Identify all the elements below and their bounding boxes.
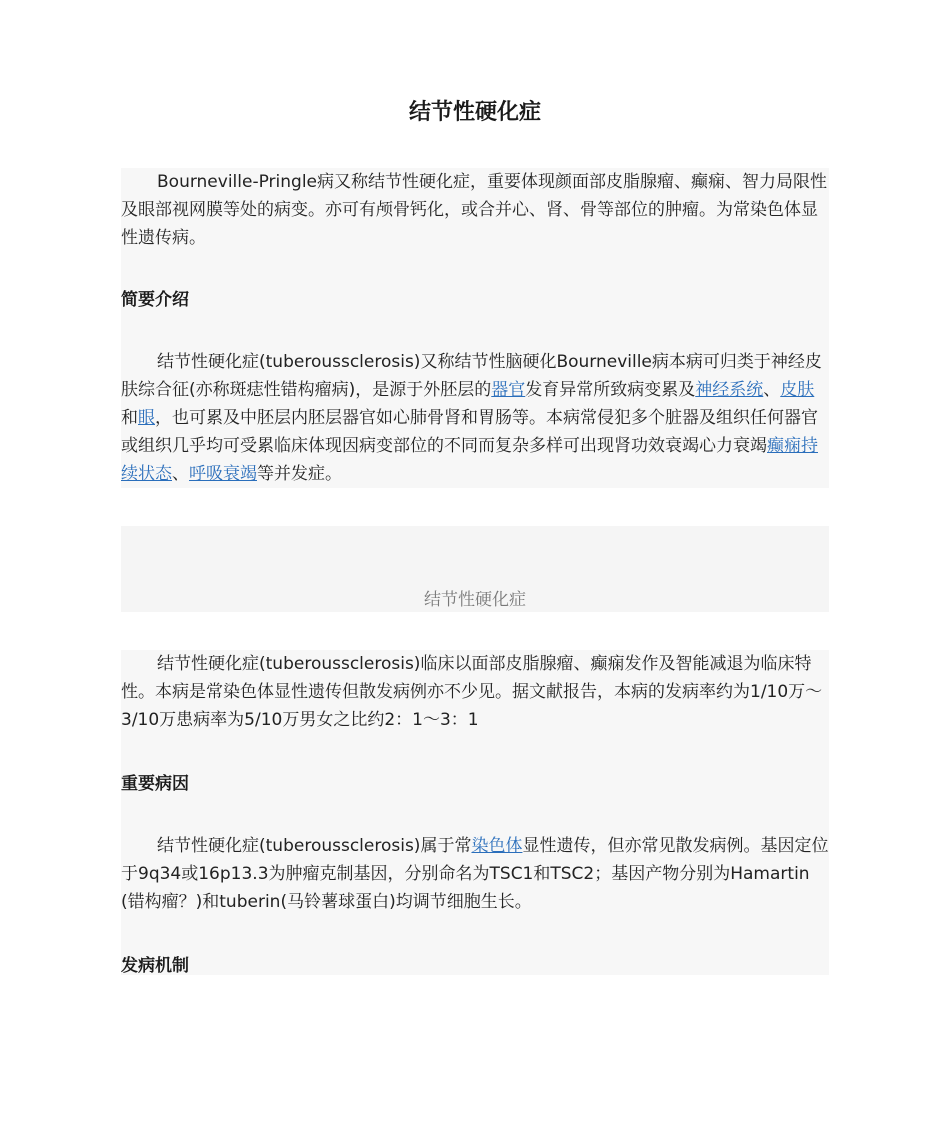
section-intro-block (121, 252, 829, 488)
link-eye[interactable]: 眼 (138, 408, 155, 428)
cause-paragraph (121, 832, 829, 916)
cause-text-2: 显性遗传，但亦常见散发病例。基因定位于9q34或16p13.3为肿瘤克制基因，分别命名为TSC1和TSC2；基因产物分别为Hamartin(错构瘤？)和tuberin(马铃薯球蛋白)均调节细胞生长。 (121, 836, 829, 912)
clinical-paragraph: 结节性硬化症(tuberoussclerosis)临床以面部皮脂腺瘤、癫痫发作及智能减退为临床特性。本病是常染色体显性遗传但散发病例亦不少见。据文献报告，本病的发病率约为1/10万～3/10万患病率为5/10万男女之比约2：1～3：1 (121, 654, 823, 730)
link-status-epilepticus[interactable]: 癫痫持续状态 (121, 436, 818, 484)
link-organ[interactable]: 器官 (491, 380, 526, 400)
brief-text-2: 发育异常所致病变累及 (525, 380, 696, 400)
link-skin[interactable]: 皮肤 (780, 380, 815, 400)
section-heading-cause: 重要病因 (121, 774, 189, 794)
brief-and: 和 (121, 408, 138, 428)
page-title: 结节性硬化症 (408, 100, 541, 125)
brief-sep-1: 、 (763, 380, 781, 400)
section-heading-brief: 简要介绍 (121, 290, 189, 310)
link-nervous-system[interactable]: 神经系统 (695, 380, 764, 400)
clinical-block (121, 650, 829, 975)
figure-caption: 结节性硬化症 (424, 590, 526, 610)
brief-paragraph (121, 348, 829, 488)
link-chromosome[interactable]: 染色体 (471, 836, 523, 856)
cause-text-1: 结节性硬化症(tuberoussclerosis)属于常 (157, 836, 472, 856)
link-respiratory-failure[interactable]: 呼吸衰竭 (189, 464, 257, 484)
brief-text-4: 等并发症。 (257, 464, 342, 484)
brief-sep-2: 、 (172, 464, 189, 484)
section-heading-mechanism: 发病机制 (121, 956, 189, 976)
brief-text-1: 结节性硬化症(tuberoussclerosis)又称结节性脑硬化Bourneville病本病可归类于神经皮肤综合征(亦称斑痣性错构瘤病)，是源于外胚层的 (121, 352, 822, 400)
brief-text-3: ，也可累及中胚层内胚层器官如心肺骨肾和胃肠等。本病常侵犯多个脏器及组织任何器官或组织几乎均可受累临床体现因病变部位的不同而复杂多样可出现肾功效衰竭心力衰竭 (121, 408, 818, 456)
intro-paragraph: Bourneville-Pringle病又称结节性硬化症，重要体现颜面部皮脂腺瘤、癫痫、智力局限性及眼部视网膜等处的病变。亦可有颅骨钙化，或合并心、肾、骨等部位的肿瘤。为常染色体显性遗传病。 (121, 172, 827, 248)
intro-block (121, 168, 829, 252)
figure-placeholder (121, 526, 829, 612)
